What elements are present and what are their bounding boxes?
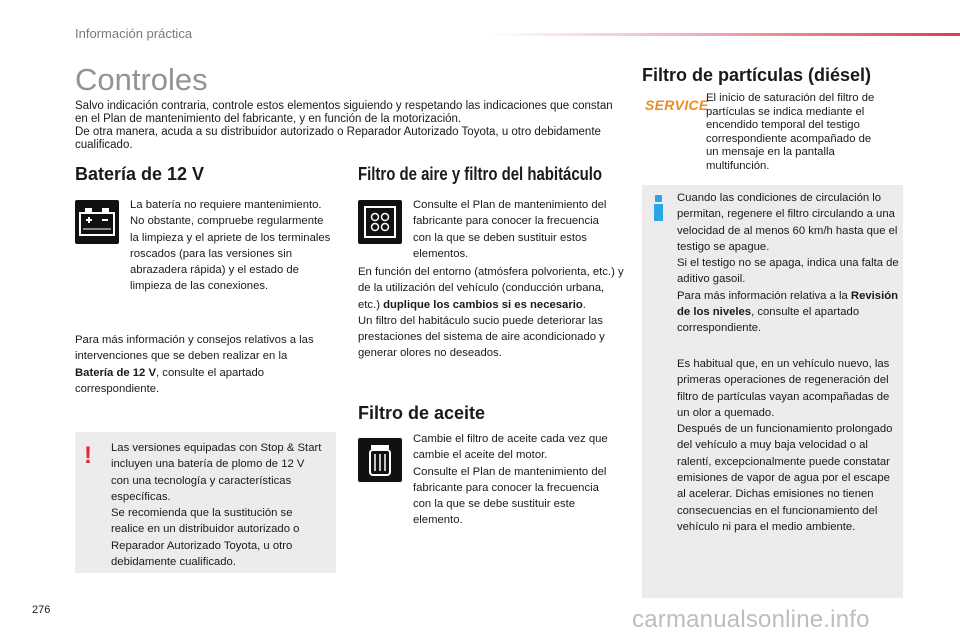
- particle-filter-text: El inicio de saturación del filtro de partículas se indica mediante el encendido temporal del testigo correspondiente acompañado de un mensaje en la pantalla multifunción.: [706, 92, 875, 172]
- oil-filter-paragraph: Cambie el filtro de aceite cada vez que cambie el aceite del motor.: [413, 433, 608, 462]
- page-number: 276: [32, 604, 51, 616]
- particle-info-paragraph-2: Si el testigo no se apaga, indica una falta de aditivo gasoil.: [677, 257, 899, 286]
- air-filter-text-post: .: [582, 298, 586, 311]
- page-title: Controles: [75, 62, 208, 97]
- air-filter-details: [358, 264, 624, 362]
- service-warning-icon: SERVICE: [645, 97, 709, 113]
- particle-info-note: [677, 356, 899, 535]
- battery-more-text: Para más información y consejos relativos a las intervenciones que se deben realizar en la: [75, 334, 314, 363]
- battery-more-text-end: , consulte el apartado correspondiente.: [75, 366, 265, 395]
- particle-info-paragraph-5: Después de un funcionamiento prolongado del vehículo a muy baja velocidad o al ralentí, excepcionalmente puede constatar emisiones de vapor de agua por el escape al acelerar. Dichas emisiones no tienen consecuencias en el funcionamiento del vehículo ni para el medio ambiente.: [677, 423, 893, 533]
- particle-info-paragraph-3: [677, 288, 899, 337]
- particle-info-text: [677, 190, 899, 337]
- intro-paragraph: Salvo indicación contraria, controle estos elementos siguiendo y respetando las indicaciones que constan en el Plan de mantenimiento del fabricante, y en función de la motorización.: [75, 100, 613, 125]
- oil-filter-icon: [358, 438, 402, 482]
- air-filter-heading: [358, 164, 652, 185]
- battery-warning-panel: [75, 432, 336, 573]
- battery-warning-paragraph: Las versiones equipadas con Stop & Start incluyen una batería de plomo de 12 V con una tecnología y características específicas.: [111, 442, 322, 503]
- battery-more-info: [75, 332, 315, 397]
- battery-text: [130, 197, 335, 295]
- battery-warning-text: [111, 440, 323, 570]
- air-filter-text-bold: duplique los cambios si es necesario: [383, 298, 583, 311]
- oil-filter-paragraph-2: Consulte el Plan de mantenimiento del fabricante para conocer la frecuencia con la que se debe sustituir este elemento.: [413, 465, 607, 527]
- air-filter-heading-text: Filtro de aire y filtro del habitáculo: [358, 164, 603, 184]
- air-filter-paragraph-2: [358, 264, 624, 313]
- battery-paragraph-2: No obstante, compruebe regularmente la limpieza y el apriete de los terminales roscados (para las versiones sin abrazadera rápida) y el estado de limpieza de las conexiones.: [130, 215, 331, 293]
- particle-info-paragraph: Cuando las condiciones de circulación lo permitan, regenere el filtro circulando a una velocidad de al menos 60 km/h hasta que el testigo se apague.: [677, 192, 898, 253]
- particle-info-panel: [642, 185, 903, 598]
- watermark: carmanualsonline.info: [632, 606, 870, 633]
- battery-paragraph: La batería no requiere mantenimiento.: [130, 199, 322, 211]
- air-filter-text-pre: En función del entorno (atmósfera polvorienta, etc.) y de la utilización del vehículo (conducción urbana, etc.): [358, 266, 624, 311]
- battery-warning-paragraph-2: Se recomienda que la sustitución se realice en un distribuidor autorizado o Reparador Autorizado Toyota, u otro debidamente cualificado.: [111, 507, 300, 569]
- oil-filter-text: [413, 431, 613, 529]
- air-filter-text: Consulte el Plan de mantenimiento del fabricante para conocer la frecuencia con la que se deben sustituir estos elementos.: [413, 199, 607, 260]
- particle-info-text-pre: Para más información relativa a la: [677, 289, 851, 302]
- header-rule: [490, 33, 960, 36]
- section-label: Información práctica: [75, 26, 193, 41]
- battery-heading: Batería de 12 V: [75, 164, 205, 184]
- info-icon: [654, 195, 663, 221]
- particle-info-text-post: , consulte el apartado correspondiente.: [677, 306, 860, 335]
- battery-more-bold: Batería de 12 V: [75, 366, 157, 379]
- particle-info-paragraph-4: Es habitual que, en un vehículo nuevo, las primeras operaciones de regeneración del filtro de partículas vayan acompañadas de un olor a quemado.: [677, 358, 890, 419]
- battery-icon: [75, 200, 119, 244]
- intro-text: [75, 100, 615, 152]
- intro-paragraph-2: De otra manera, acuda a su distribuidor autorizado o Reparador Autorizado Toyota, u otro debidamente cualificado.: [75, 126, 601, 151]
- oil-filter-heading: Filtro de aceite: [358, 403, 486, 423]
- air-filter-paragraph-3: Un filtro del habitáculo sucio puede deteriorar las prestaciones del sistema de aire acondicionado y generar olores no deseados.: [358, 314, 605, 360]
- exclamation-icon: !: [84, 442, 92, 469]
- air-filter-icon: [358, 200, 402, 244]
- particle-info-text-bold: Revisión de los niveles: [677, 289, 899, 319]
- particle-filter-heading: Filtro de partículas (diésel): [642, 65, 872, 85]
